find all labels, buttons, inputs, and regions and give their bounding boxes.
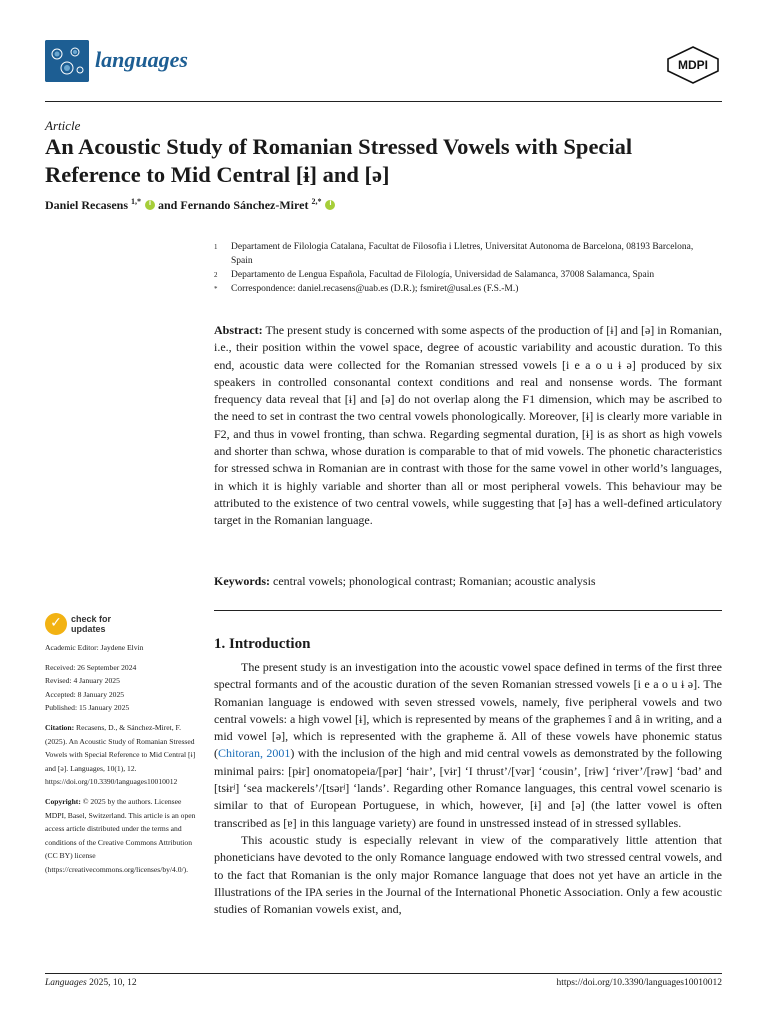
copyright-block xyxy=(45,795,200,877)
copyright-label: Copyright: xyxy=(45,796,81,806)
author-conjunction: and xyxy=(158,198,178,212)
published-date: Published: 15 January 2025 xyxy=(45,703,130,713)
keywords-text: central vowels; phonological contrast; Romanian; acoustic analysis xyxy=(273,574,596,588)
article-info-sidebar xyxy=(45,641,200,883)
academic-editor: Academic Editor: Jaydene Elvin xyxy=(45,643,144,652)
correspondence-text: Correspondence: daniel.recasens@uab.es (D.R.); fsmiret@usal.es (F.S.-M.) xyxy=(231,284,519,294)
title-line-2: Reference to Mid Central [ɨ] and [ə] xyxy=(45,162,390,187)
accepted-date: Accepted: 8 January 2025 xyxy=(45,689,125,699)
citation-text[interactable]: Recasens, D., & Sánchez-Miret, F. (2025). An Acoustic Study of Romanian Stressed Vowels with Special Reference to Mid Central [ɨ] and [ə]. Languages, 10(1), 12. https://doi.org/10.3390/languages10010012 xyxy=(45,722,196,787)
revised-date: Revised: 4 January 2025 xyxy=(45,676,120,686)
footer-year-volume: 2025, 10, 12 xyxy=(89,978,137,988)
affiliation-marker: * xyxy=(214,285,218,293)
affiliation-item xyxy=(214,240,714,268)
keywords xyxy=(214,574,722,589)
publisher-name: MDPI xyxy=(678,58,708,72)
footer-journal-ref xyxy=(45,978,137,988)
checkmark-icon xyxy=(45,613,67,635)
footer-journal: Languages xyxy=(45,978,87,988)
affiliation-marker: 2 xyxy=(214,271,218,279)
affiliations xyxy=(214,240,714,296)
paragraph: The present study is an investigation into the acoustic vowel space defined in terms of the first three spectral formants and of the acoustic duration of the seven Romanian stressed vowels [i e a o u ɨ ə]. The Romanian language is endowed with seven stressed vowels, namely, five peripheral vowels and two central vowels: a high vowel [ɨ], which is represented by means of the graphemes î and â in writing, and a mid vowel [ə], which is represented with the grapheme ă. All of these vowels have phonemic status (Chitoran, 2001) with the inclusion of the high and mid central vowels as demonstrated by the following minimal pairs: [pɨr] onomatopeia/[pər] ‘hair’, [vɨr] ‘I thrust’/[vər] ‘cousin’, [rɨw] ‘river’/[rəw] ‘bad’ and [tsɨrʲ] ‘sea mackerels’/[tsərʲ] ‘lands’. Regarding other Romance languages, this central vowel scenario is similar to that of European Portuguese, in which, however, [ɨ] and [ə] (the latter vowel is often transcribed as [ɐ] in this language variety) are found in unstressed instead of in stressed syllables. xyxy=(214,660,723,830)
author-name[interactable]: Fernando Sánchez-Miret xyxy=(180,198,309,212)
affiliation-marker: 1 xyxy=(214,243,218,251)
article-title xyxy=(45,133,725,189)
journal-name: languages xyxy=(95,47,188,72)
abstract-text: The present study is concerned with some aspects of the production of [ɨ] and [ə] in Romanian, i.e., their position within the vowel space, degree of acoustic variability and acoustic duration. To this end, acoustic data were collected for the Romanian stressed vowels [i e a o u ɨ ə] produced by six speakers in controlled consonantal context conditions and real and nonsense words. The formant frequency data reveal that [ɨ] and [ə] do not overlap along the F1 dimension, which may be ascribed to the need to set in contrast the two central vowels phonologically. Moreover, [ɨ] is clearly more variable in F2, and thus in vowel fronting, than schwa. Regarding segmental duration, [ɨ] is as short as high vowels and shorter than schwa, whose duration is comparable to that of mid vowels. The phonetic characteristics for stressed schwa in Romanian are in contrast with those for the same vowel in other world’s languages, in which it is highly variable and shorter than all or most peripheral vowels. This behaviour may be attributed to the existence of two central vowels, while suggesting that [ə] has a well-defined articulatory target in the Romanian language. xyxy=(214,323,722,528)
citation-block xyxy=(45,721,200,789)
affiliation-text: Departament de Filologia Catalana, Facultat de Filosofia i Lletres, Universitat Autonoma de Barcelona, 08193 Barcelona, Spain xyxy=(231,242,694,266)
author-name[interactable]: Daniel Recasens xyxy=(45,198,128,212)
article-type: Article xyxy=(45,118,81,133)
paragraph: This acoustic study is especially relevant in view of the comparatively little attention that phoneticians have devoted to the only Romance language endowed with two stressed central vowels, and to the fact that Romanian is the only major Romance language that does not yet have an article in the Illustrations of the IPA series in the Journal of the International Phonetic Association. Only a few acoustic studies of Romanian vowels exist, and, xyxy=(214,832,722,917)
header-divider xyxy=(45,101,722,102)
section-heading: 1. Introduction xyxy=(214,636,311,652)
affiliation-text: Departamento de Lengua Española, Facultad de Filología, Universidad de Salamanca, 37008 Salamanca, Spain xyxy=(231,270,655,280)
mdpi-logo-icon xyxy=(664,45,722,85)
footer-divider xyxy=(45,973,722,974)
keywords-label: Keywords: xyxy=(214,574,270,588)
abstract-divider xyxy=(214,610,722,611)
check-updates-label: check for updates xyxy=(71,614,112,634)
abstract-label: Abstract: xyxy=(214,323,263,337)
check-for-updates-button[interactable] xyxy=(45,613,145,635)
affiliation-item xyxy=(214,282,714,296)
copyright-text: © 2025 by the authors. Licensee MDPI, Basel, Switzerland. This article is an open access article distributed under the terms and conditions of the Creative Commons Attribution (CC BY) license (https://creativecommons.org/licenses/by/4.0/). xyxy=(45,796,196,874)
author-affiliation-sup: 1,* xyxy=(131,197,141,206)
author-list xyxy=(45,198,725,213)
orcid-icon[interactable] xyxy=(325,200,335,210)
citation-link[interactable]: Chitoran, 2001 xyxy=(218,746,291,761)
author-affiliation-sup: 2,* xyxy=(311,197,322,206)
abstract xyxy=(214,322,722,530)
citation-label: Citation: xyxy=(45,722,75,732)
footer-doi-link[interactable]: https://doi.org/10.3390/languages10010012 xyxy=(556,978,722,988)
orcid-icon[interactable] xyxy=(145,200,155,210)
history-dates xyxy=(45,661,200,715)
affiliation-item xyxy=(214,268,714,282)
title-line-1: An Acoustic Study of Romanian Stressed Vowels with Special xyxy=(45,134,633,159)
journal-logo-icon xyxy=(45,40,89,82)
body-text xyxy=(214,659,722,918)
received-date: Received: 26 September 2024 xyxy=(45,662,137,672)
